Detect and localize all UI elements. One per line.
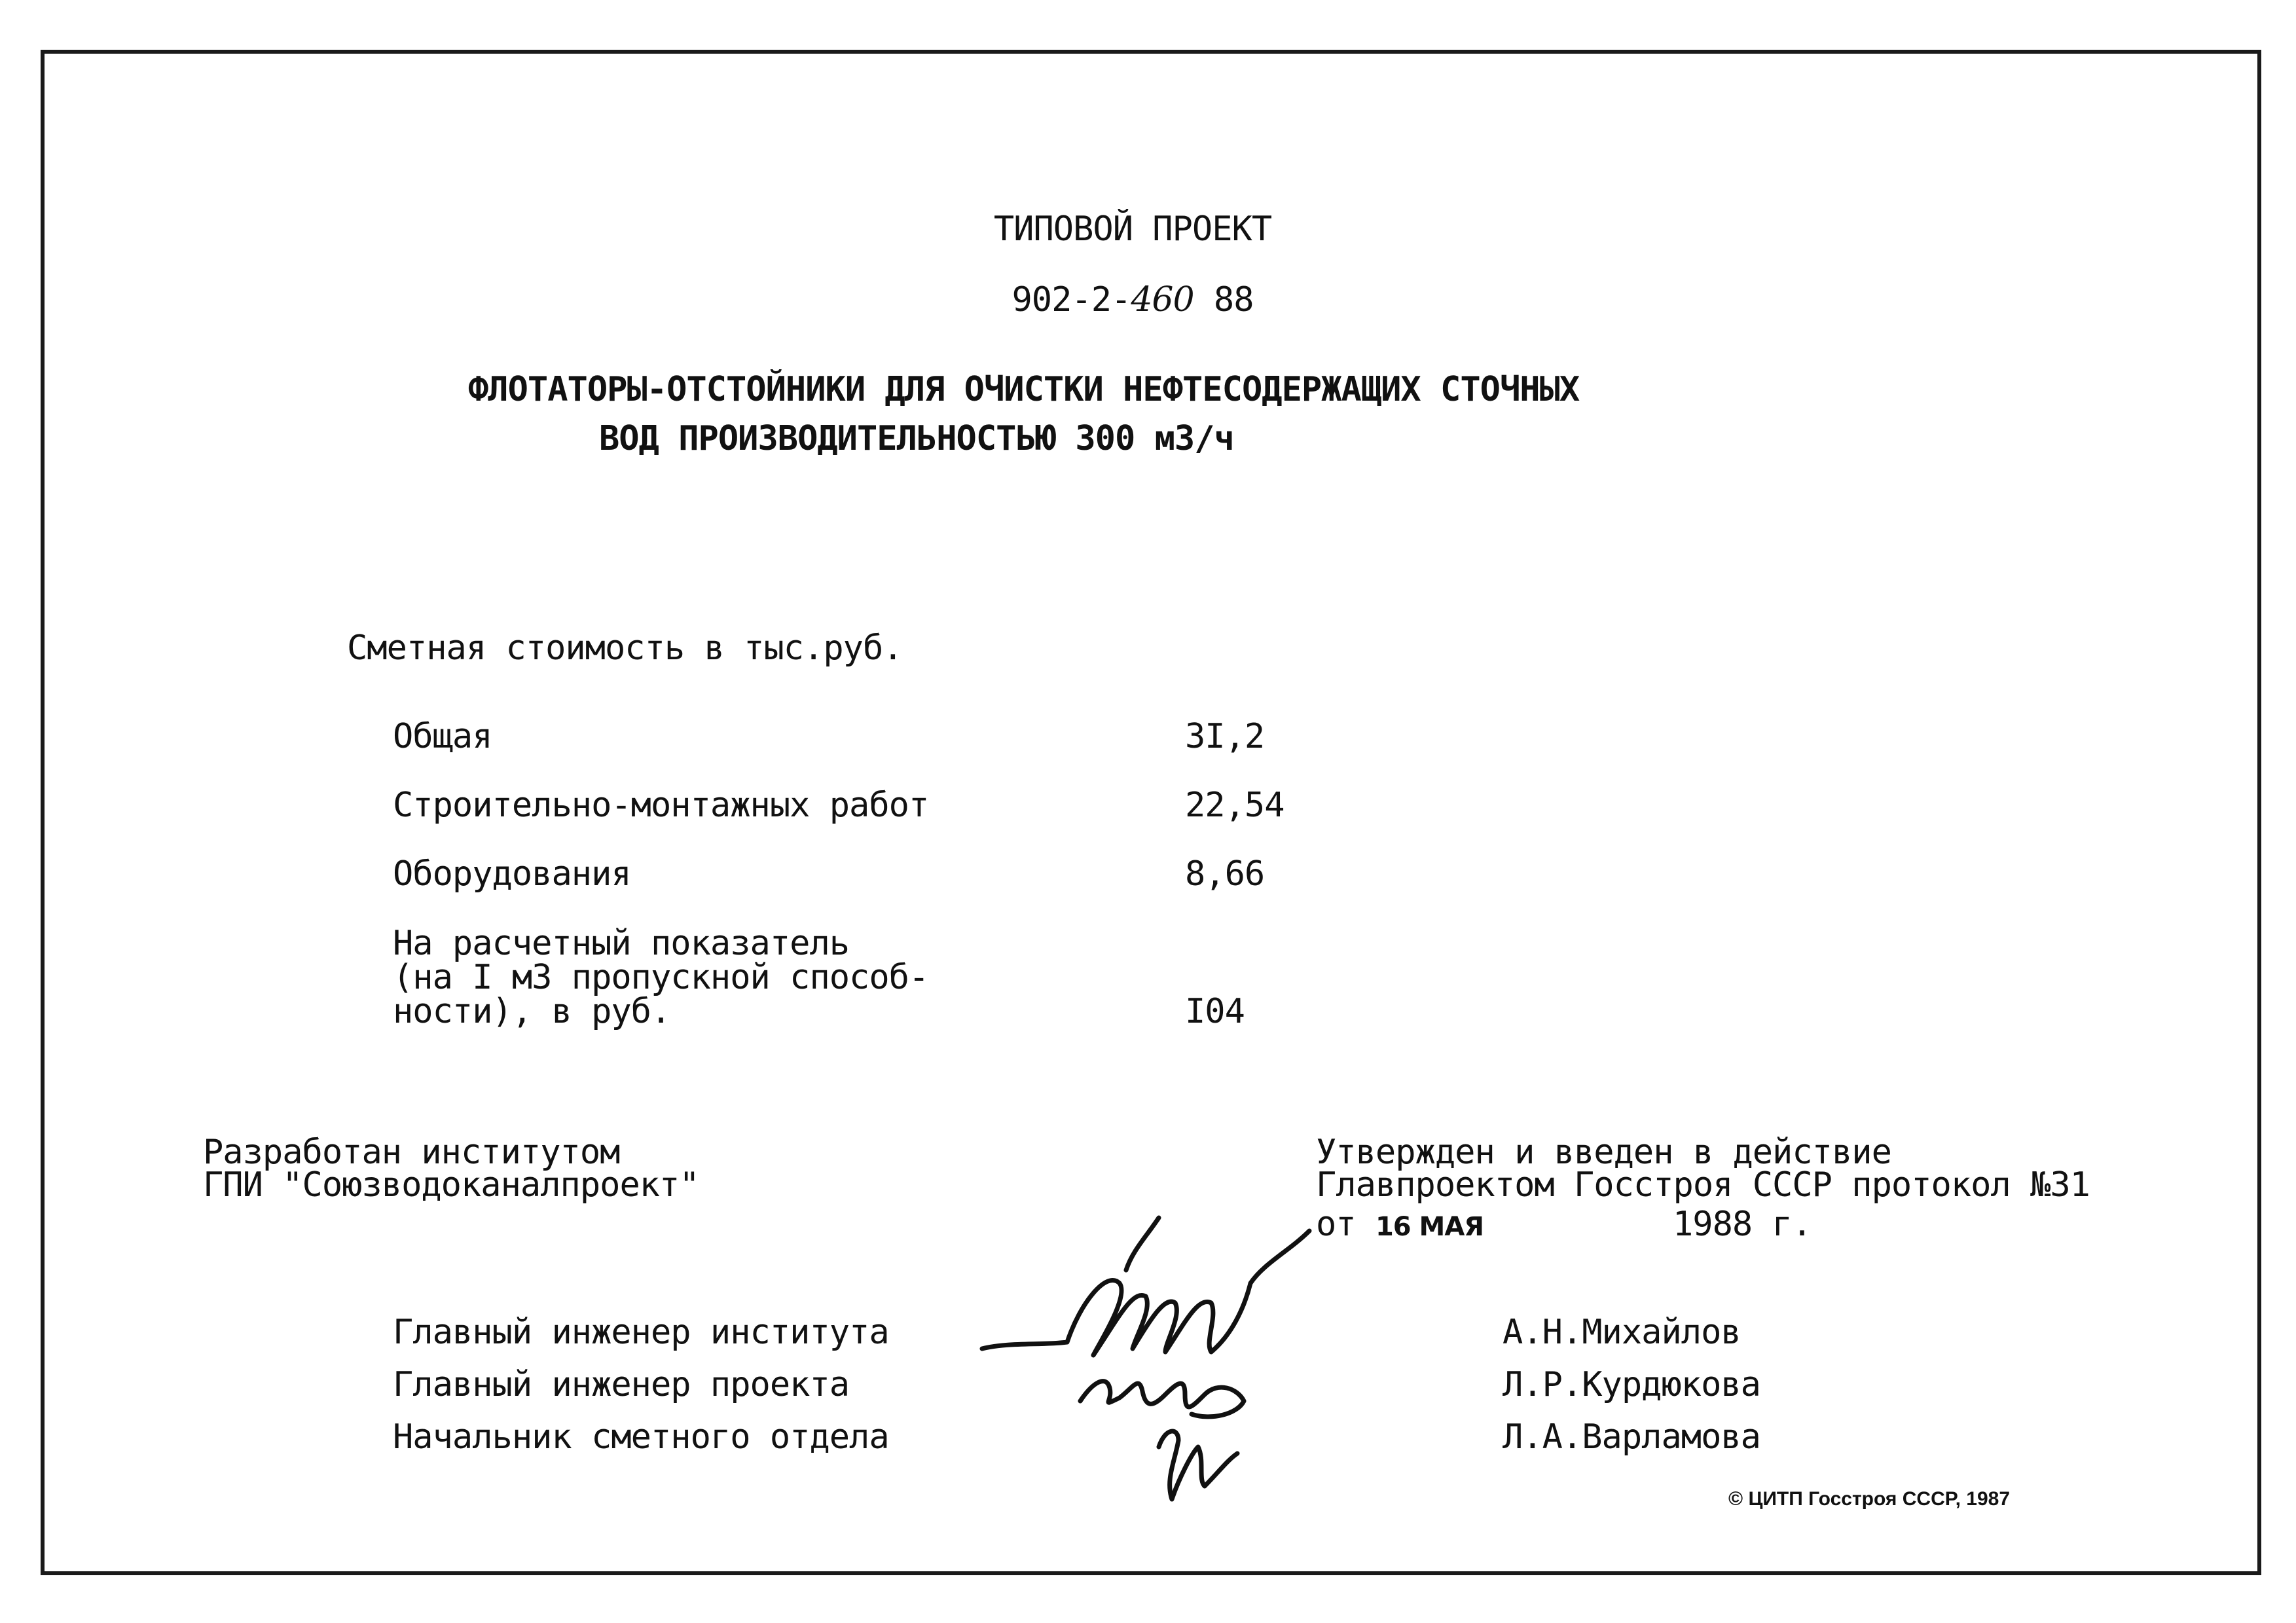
approved-year: 1988 г.	[1673, 1205, 1812, 1244]
signature-stroke-2	[1080, 1381, 1244, 1417]
cost-item-total-label: Общая	[393, 717, 492, 756]
signatory-name-3: Л.А.Варламова	[1503, 1417, 1760, 1457]
title-line-1: ФЛОТАТОРЫ-ОТСТОЙНИКИ ДЛЯ ОЧИСТКИ НЕФТЕСОДЕРЖАЩИХ СТОЧНЫХ	[468, 370, 1580, 409]
doc-type-heading: ТИПОВОЙ ПРОЕКТ	[993, 210, 1272, 249]
title-line-2: ВОД ПРОИЗВОДИТЕЛЬНОСТЬЮ 300 м3/ч	[599, 419, 1234, 458]
developed-line-2: ГПИ "Союзводоканалпроект"	[203, 1165, 699, 1205]
cost-item-equipment-label: Оборудования	[393, 854, 631, 894]
signatory-name-2: Л.Р.Курдюкова	[1503, 1365, 1760, 1404]
signature-stroke-1b	[1126, 1218, 1159, 1270]
cost-item-total-value: 3I,2	[1185, 717, 1265, 756]
cost-item-equipment-value: 8,66	[1185, 854, 1265, 894]
approved-line-1: Утвержден и введен в действие	[1316, 1133, 1891, 1172]
project-number-year: 88	[1213, 280, 1254, 319]
cost-item-construction-label: Строительно-монтажных работ	[393, 786, 929, 825]
project-number-prefix: 902-2-	[1011, 280, 1131, 319]
project-number	[1011, 280, 1253, 319]
per-unit-value: I04	[1185, 992, 1245, 1031]
approved-date-prefix: от	[1316, 1205, 1356, 1244]
approved-date-handwritten: 16 МАЯ	[1375, 1212, 1484, 1242]
per-unit-label-line-3: ности), в руб.	[393, 992, 671, 1031]
signatory-position-1: Главный инженер института	[393, 1313, 889, 1352]
developed-line-1: Разработан институтом	[203, 1133, 620, 1172]
project-number-handwritten: 460	[1131, 280, 1194, 319]
signature-stroke-3	[1159, 1431, 1237, 1499]
approved-line-2: Главпроектом Госстроя СССР протокол №31	[1316, 1165, 2090, 1205]
signature-stroke-1	[982, 1231, 1309, 1355]
per-unit-label-line-1: На расчетный показатель	[393, 924, 850, 963]
per-unit-label-line-2: (на I м3 пропускной способ-	[393, 958, 929, 997]
copyright-notice: © ЦИТП Госстроя СССР, 1987	[1728, 1488, 2011, 1510]
cost-item-construction-value: 22,54	[1185, 786, 1285, 825]
handwritten-signatures	[969, 1211, 1362, 1512]
cost-heading: Сметная стоимость в тыс.руб.	[347, 629, 903, 668]
signatory-position-3: Начальник сметного отдела	[393, 1417, 889, 1457]
signatory-position-2: Главный инженер проекта	[393, 1365, 850, 1404]
signatory-name-1: А.Н.Михайлов	[1503, 1313, 1741, 1352]
